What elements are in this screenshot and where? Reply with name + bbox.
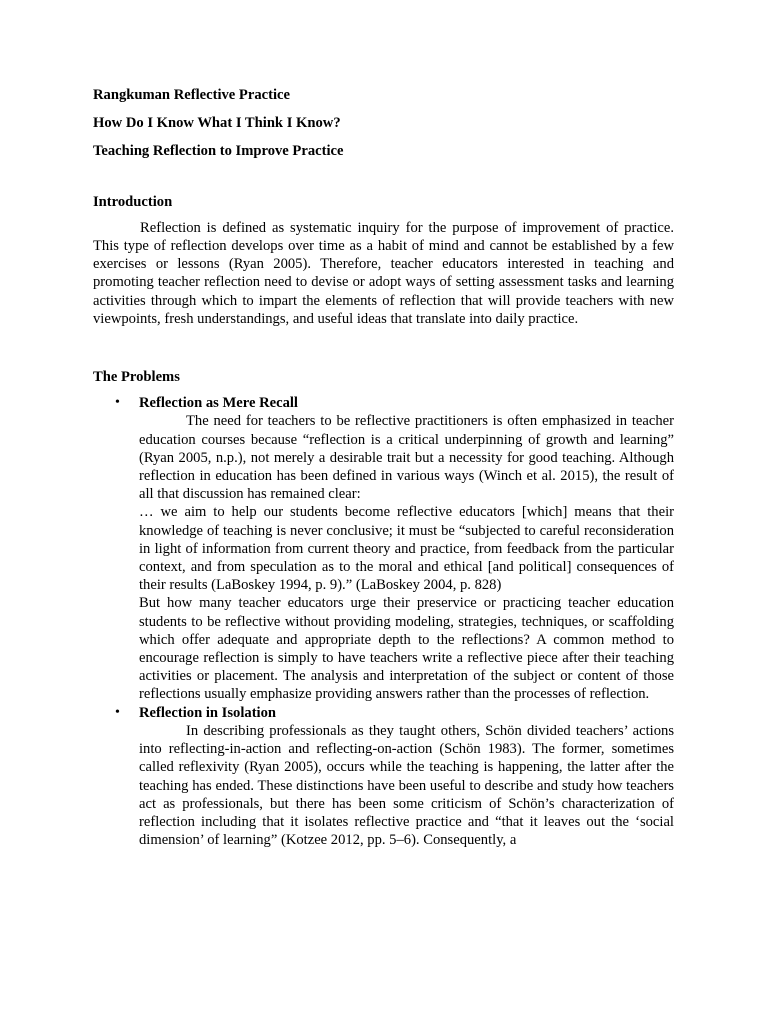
problem-paragraph: But how many teacher educators urge their preservice or practicing teacher education students to be reflective without providing modeling, strategies, techniques, or scaffolding which offer adequate and appropriate depth to the reflections? A common method to encourage reflection is simply to have teachers write a reflective piece after their teaching activities or placement. The analysis and interpretation of the subject or content of those reflections usually emphasize providing answers rather than the processes of reflection.	[139, 595, 674, 703]
document-subtitle-2: Teaching Reflection to Improve Practice	[93, 143, 344, 160]
problem-paragraph: In describing professionals as they taught others, Schön divided teachers’ actions into reflecting-in-action and reflecting-on-action (Schön 1983). The former, sometimes called reflexivity (Ryan 2005), occurs while the teaching is happening, the latter after the teaching has ended. These distinctions have been useful to describe and study how teachers act as professionals, but there has been some criticism of Schön’s characterization of reflection including that it isolates reflective practice and “that it leaves out the ‘social dimension’ of learning” (Kotzee 2012, pp. 5–6). Consequently, a	[139, 722, 674, 849]
problem-item-recall	[93, 394, 674, 703]
problem-item-isolation	[93, 704, 674, 850]
document-page	[93, 86, 674, 849]
bullet-icon: •	[115, 704, 120, 720]
problems-list	[93, 394, 674, 849]
problem-paragraph: The need for teachers to be reflective practitioners is often emphasized in teacher education courses because “reflection is a critical underpinning of growth and learning” (Ryan 2005, n.p.), not merely a desirable trait but a necessity for good teaching. Although reflection in education has been defined in various ways (Winch et al. 2015), the result of all that discussion has remained clear:	[139, 413, 674, 503]
introduction-heading: Introduction	[93, 193, 173, 210]
document-subtitle: How Do I Know What I Think I Know?	[93, 115, 341, 132]
document-title: Rangkuman Reflective Practice	[93, 87, 290, 103]
block-quote: … we aim to help our students become reflective educators [which] means that their knowledge of teaching is never conclusive; it must be “subjected to careful reconsideration in light of information from current theory and practice, from feedback from the particular context, and from speculation as to the moral and ethical [and political] consequences of their results (LaBoskey 1994, p. 9).” (LaBoskey 2004, p. 828)	[139, 504, 674, 594]
bullet-icon: •	[115, 395, 120, 411]
problem-title: Reflection in Isolation	[139, 704, 277, 721]
introduction-paragraph: Reflection is defined as systematic inquiry for the purpose of improvement of practice. This type of reflection develops over time as a habit of mind and cannot be established by a few exercises or lessons (Ryan 2005). Therefore, teacher educators interested in teaching and promoting teacher reflection need to devise or adopt ways of setting assessment tasks and learning activities through which to impart the elements of reflection that will provide teachers with new viewpoints, fresh understandings, and useful ideas that translate into daily practice.	[93, 219, 674, 327]
problems-heading: The Problems	[93, 369, 180, 386]
problem-title: Reflection as Mere Recall	[139, 395, 298, 412]
